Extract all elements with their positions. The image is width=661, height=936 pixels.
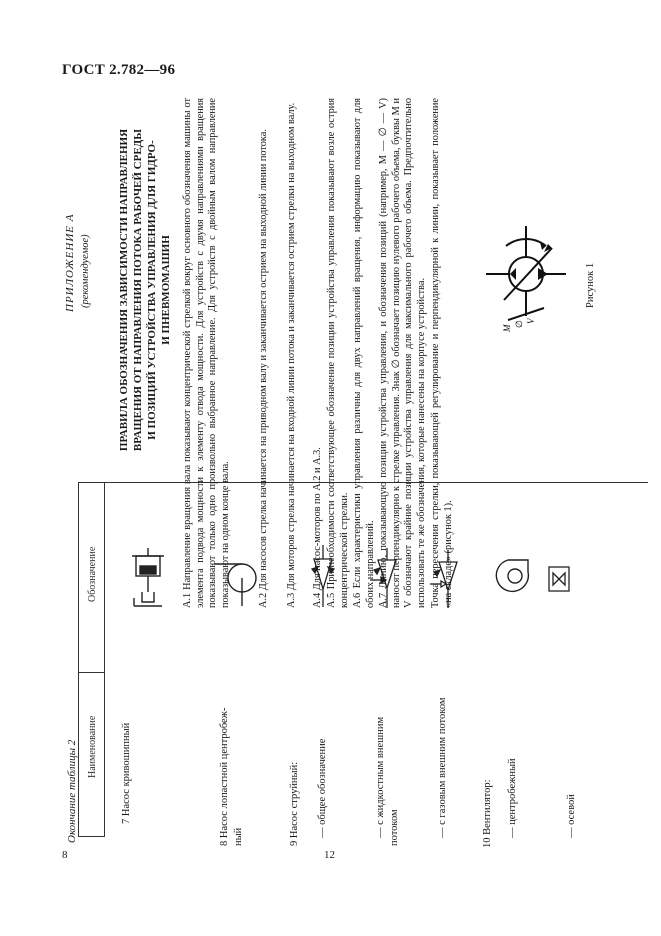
crank-pump-symbol <box>128 548 168 610</box>
column-header-symbol: Обозначение <box>87 546 98 602</box>
table-row-label: — с газовым внешним потоком <box>437 697 448 838</box>
column-header-name: Наименование <box>87 715 98 778</box>
paragraph-a1: А.1 Направление вращения вала показывают концентрической стрелкой вокруг основного обозначения машины от элемента подвода мощности к элементу отвода мощности. Для устройств с двумя направлениями вращения показывают только одно произвольно выбранное направление. Для устройств с двойным валом направление показывают на одном конце вала. <box>182 98 231 608</box>
figure-caption: Рисунок 1 <box>585 262 596 308</box>
table-border-top <box>78 482 79 837</box>
paragraph-a6: А.6 Если характеристики управления различны для двух направлений вращения, информацию показывают для обоих направлений. <box>352 98 376 608</box>
table-row-label: 10 Вентилятор: <box>482 779 493 848</box>
page-number-center: 12 <box>324 849 335 861</box>
paragraph-a8: Точка пересечения стрелки, показывающей регулирование и перпендикулярной к линии, показывает положение «на складе» (рисунок 1). <box>430 98 454 608</box>
table-row-label: 8 Насос лопастной центробеж- <box>219 707 230 846</box>
paragraph-a7: А.7 Линию, показывающую позиции устройства управления, и обозначения позиций (например, M — ∅ — V) наносят перпендикулярно к стрелке управления. Знак ∅ обозначает позицию нулевого рабочего объема, буквы M и V обозначают крайние позиции устройства управления для максимального рабочего объема. Предпочтительно использовать те же обозначения, которые нанесены на корпусе устройства. <box>378 98 427 608</box>
table-header-rule <box>104 482 105 837</box>
paragraph-a2: А.2 Для насосов стрелка начинается на приводном валу и заканчивается острием на выходной линии потока. <box>258 129 269 608</box>
paragraph-a3: А.3 Для моторов стрелка начинается на входной линии потока и заканчивается острием стрелки на выходном валу. <box>286 102 297 608</box>
table-row-label: — с жидкостным внешним <box>375 716 386 838</box>
table-row-label: — общее обозначение <box>317 738 328 838</box>
paragraph-a4: А.4 Для насос-моторов по А.2 и А.3. <box>312 447 323 608</box>
figure-label-zero: ∅ <box>514 320 524 328</box>
table-row-label: — центробежный <box>507 758 518 838</box>
figure-label-m: M <box>502 324 512 332</box>
table-column-divider <box>78 672 105 673</box>
page-number-left: 8 <box>62 849 68 861</box>
figure-label-v: V <box>526 318 536 324</box>
axial-fan-symbol <box>548 566 570 592</box>
appendix-heading-line: И ПОЗИЦИЙ УСТРОЙСТВА УПРАВЛЕНИЯ ДЛЯ ГИДРО- <box>146 140 158 440</box>
appendix-heading-line: ПРАВИЛА ОБОЗНАЧЕНИЯ ЗАВИСИМОСТИ НАПРАВЛЕНИЯ <box>118 128 130 452</box>
table-border-left <box>78 836 105 837</box>
centrifugal-fan-symbol <box>494 558 534 594</box>
table-row-label: 7 Насос кривошипный <box>121 722 132 824</box>
appendix-title: ПРИЛОЖЕНИЕ А <box>64 213 76 312</box>
table-row-label: 9 Насос струйный: <box>289 761 300 846</box>
table-row-label-cont: потоком <box>389 809 400 846</box>
document-header: ГОСТ 2.782—96 <box>62 62 176 78</box>
appendix-heading-line: ВРАЩЕНИЯ ОТ НАПРАВЛЕНИЯ ПОТОКА РАБОЧЕЙ СРЕДЫ <box>132 128 144 452</box>
appendix-heading-line: И ПНЕВМОМАШИН <box>160 235 172 345</box>
table-row-label-cont: ный <box>233 827 244 846</box>
paragraph-a5: А.5 При необходимости соответствующее обозначение позиции устройства управления показывают возле острия концентрической стрелки. <box>326 98 350 608</box>
table-caption: Окончание таблицы 2 <box>66 739 78 843</box>
table-row-label: — осевой <box>566 794 577 838</box>
appendix-subtitle: (рекомендуемое) <box>80 234 91 308</box>
figure-1-diagram <box>482 224 592 344</box>
